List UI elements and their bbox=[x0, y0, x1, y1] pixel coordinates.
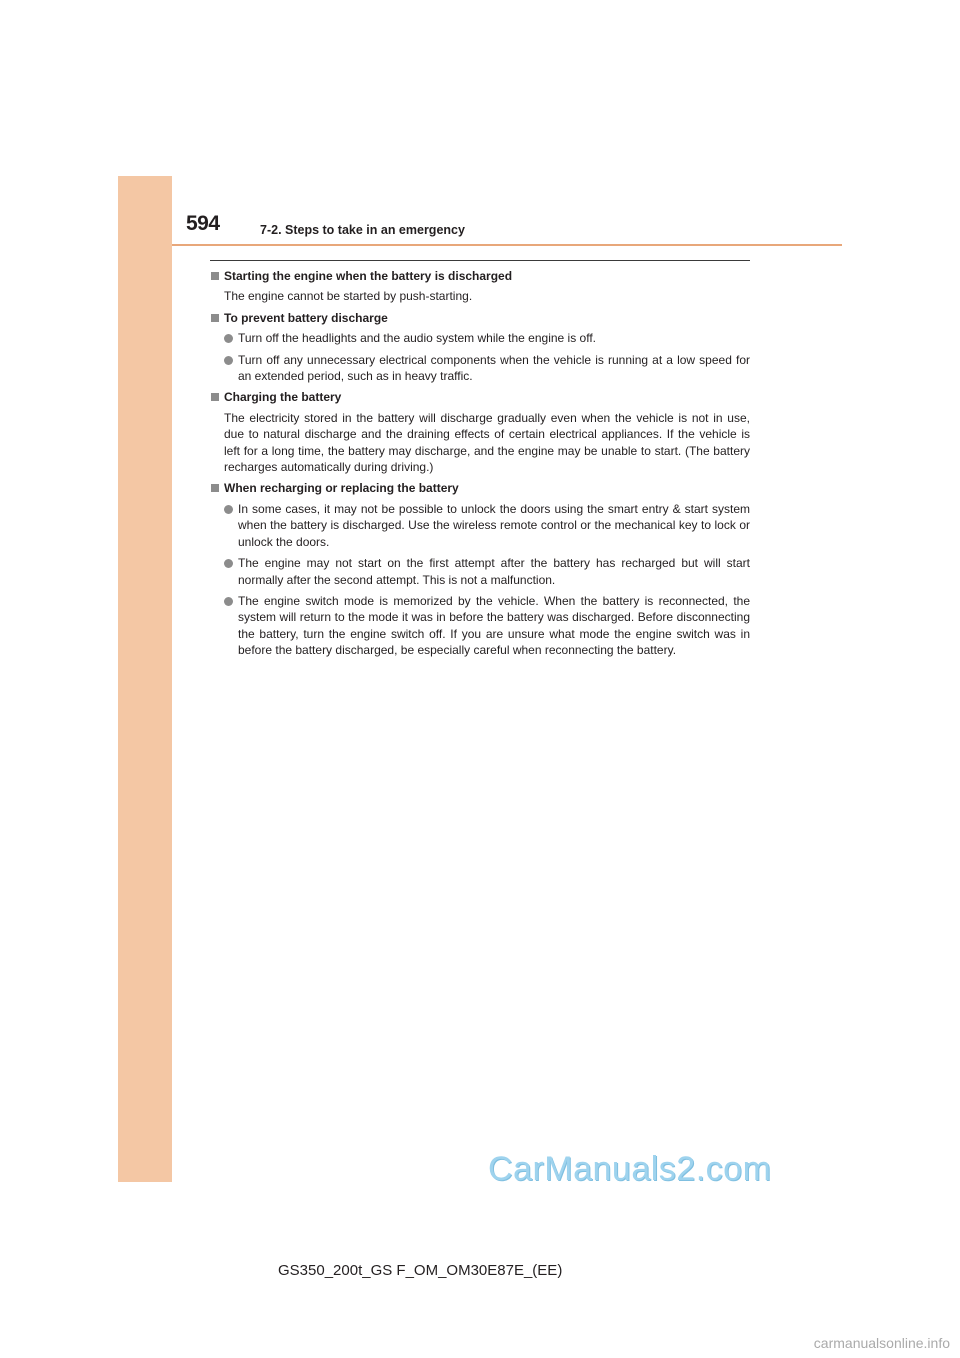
section-heading: To prevent battery discharge bbox=[210, 310, 750, 326]
section-heading: Starting the engine when the battery is discharged bbox=[210, 268, 750, 284]
list-item: Turn off any unnecessary electrical components when the vehicle is running at a low speed for an extended period, such as in heavy traffic. bbox=[210, 352, 750, 385]
circle-bullet-icon bbox=[224, 505, 233, 514]
page-content bbox=[210, 268, 750, 664]
section-recharging-replacing bbox=[210, 480, 750, 658]
content-divider bbox=[210, 260, 750, 261]
section-prevent-discharge bbox=[210, 310, 750, 385]
circle-bullet-icon bbox=[224, 597, 233, 606]
page-number: 594 bbox=[186, 212, 220, 235]
watermark-logo: CarManuals2.com bbox=[488, 1150, 772, 1188]
square-bullet-icon bbox=[211, 272, 219, 280]
square-bullet-icon bbox=[211, 393, 219, 401]
header-rule bbox=[172, 244, 842, 246]
circle-bullet-icon bbox=[224, 559, 233, 568]
list-item: In some cases, it may not be possible to unlock the doors using the smart entry & start system when the battery is discharged. Use the wireless remote control or the mechanical key to lock or unlock the doors. bbox=[210, 501, 750, 550]
list-item: The engine switch mode is memorized by the vehicle. When the battery is reconnected, the system will return to the mode it was in before the battery was discharged. Before disconnecting the battery, turn the engine switch off. If you are unsure what mode the engine switch was in before the battery discharged, be especially careful when reconnecting the battery. bbox=[210, 593, 750, 659]
paragraph: The electricity stored in the battery will discharge gradually even when the vehicle is not in use, due to natural discharge and the draining effects of certain electrical appliances. If the vehicle is left for a long time, the battery may discharge, and the engine may be unable to start. (The battery recharges automatically during driving.) bbox=[224, 410, 750, 475]
section-title: 7-2. Steps to take in an emergency bbox=[260, 223, 465, 237]
circle-bullet-icon bbox=[224, 356, 233, 365]
section-heading: When recharging or replacing the battery bbox=[210, 480, 750, 496]
list-item: Turn off the headlights and the audio system while the engine is off. bbox=[210, 330, 750, 346]
footer-site-link[interactable]: carmanualsonline.info bbox=[813, 1335, 950, 1351]
circle-bullet-icon bbox=[224, 334, 233, 343]
section-charging-battery bbox=[210, 389, 750, 475]
section-battery-discharged bbox=[210, 268, 750, 305]
square-bullet-icon bbox=[211, 314, 219, 322]
side-tab-band bbox=[118, 176, 172, 1182]
section-heading: Charging the battery bbox=[210, 389, 750, 405]
paragraph: The engine cannot be started by push-starting. bbox=[224, 289, 473, 304]
square-bullet-icon bbox=[211, 484, 219, 492]
footer-doc-code: GS350_200t_GS F_OM_OM30E87E_(EE) bbox=[278, 1262, 563, 1279]
list-item: The engine may not start on the first attempt after the battery has recharged but will start normally after the second attempt. This is not a malfunction. bbox=[210, 555, 750, 588]
